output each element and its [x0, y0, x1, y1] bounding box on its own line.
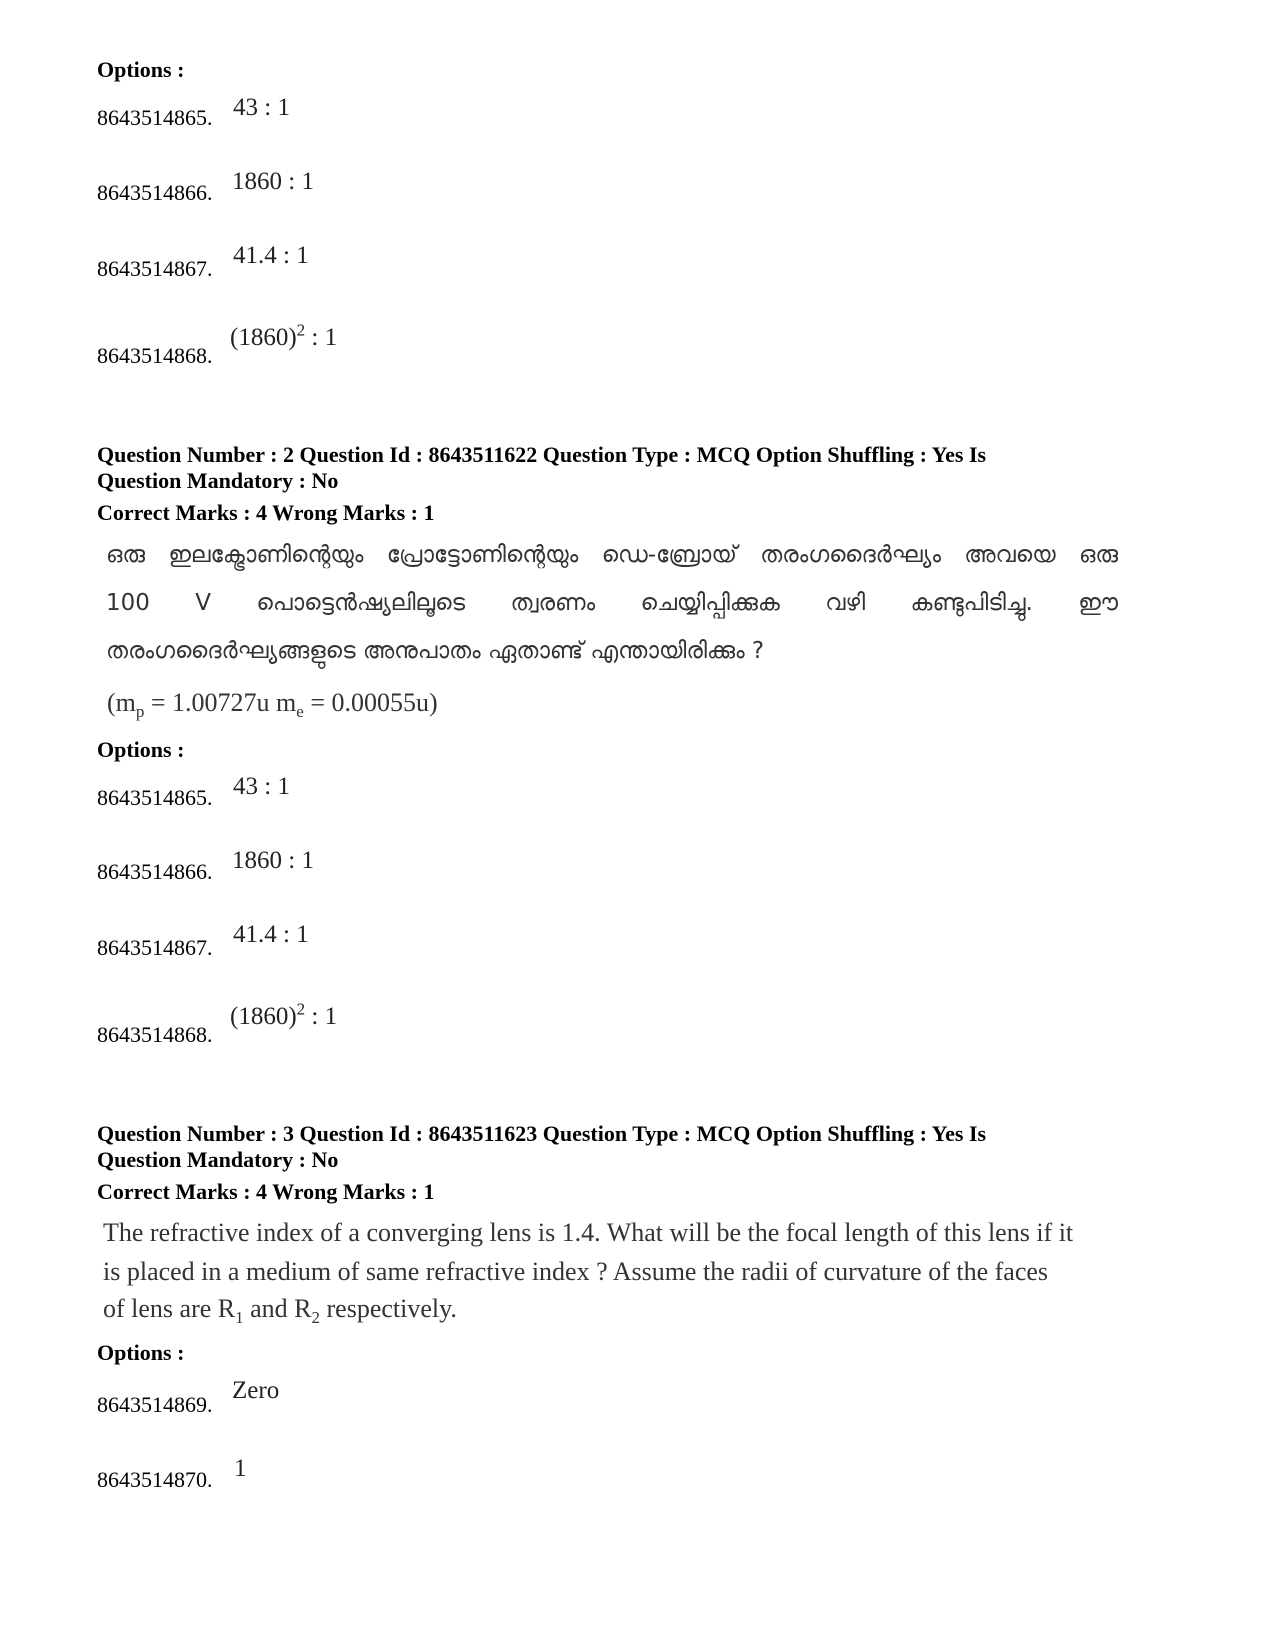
option-value: $(1860)^2$ : 1	[230, 320, 338, 351]
option-id: 8643514869.	[97, 1392, 213, 1417]
option-value: 41.4 : 1	[233, 242, 309, 269]
question-stem-line: The refractive index of a converging lens is 1.4. What will be the focal length of this lens if it	[103, 1218, 1074, 1247]
option-value: $(1860)^2$ : 1	[230, 999, 338, 1030]
question-mandatory: Question Mandatory : No	[97, 1147, 339, 1172]
option-id: 8643514867.	[97, 935, 213, 960]
question-stem-line: 100 V പൊട്ടെൻഷ്യലിലൂടെ ത്വരണം ചെയ്യിപ്പിക്കുക വഴി കണ്ടുപിടിച്ചു. ഈ	[106, 590, 1118, 616]
option-value: 41.4 : 1	[233, 921, 309, 948]
question-stem-line: തരംഗദൈർഘ്യങ്ങളുടെ അനുപാതം ഏതാണ്ട് എന്തായിരിക്കും ?	[106, 638, 765, 664]
question-header: Question Number : 2 Question Id : 8643511622 Question Type : MCQ Option Shuffling : Yes Is	[97, 442, 987, 467]
question-formula: ($m_p = 1.00727u$ $m_e = 0.00055u$)	[107, 688, 438, 722]
option-id: 8643514865.	[97, 105, 213, 130]
options-label: Options :	[97, 57, 185, 82]
option-id: 8643514868.	[97, 343, 213, 368]
question-stem-line: of lens are $R_1$ and $R_2$ respectively.	[103, 1294, 457, 1328]
option-id: 8643514870.	[97, 1467, 213, 1492]
question-marks: Correct Marks : 4 Wrong Marks : 1	[97, 1179, 435, 1204]
option-id: 8643514866.	[97, 859, 213, 884]
option-value: 1860 : 1	[232, 168, 314, 195]
option-value: 43 : 1	[233, 94, 290, 121]
question-header: Question Number : 3 Question Id : 8643511623 Question Type : MCQ Option Shuffling : Yes Is	[97, 1121, 987, 1146]
option-id: 8643514868.	[97, 1022, 213, 1047]
option-id: 8643514866.	[97, 180, 213, 205]
option-value: 43 : 1	[233, 773, 290, 800]
question-stem-line: ഒരു ഇലക്ട്രോണിന്റെയും പ്രോട്ടോണിന്റെയും ഡെ-ബ്രോയ് തരംഗദൈർഘ്യം അവയെ ഒരു	[106, 542, 1118, 568]
options-label: Options :	[97, 737, 185, 762]
option-value: 1860 : 1	[232, 847, 314, 874]
option-id: 8643514867.	[97, 256, 213, 281]
options-label: Options :	[97, 1340, 185, 1365]
option-id: 8643514865.	[97, 785, 213, 810]
question-mandatory: Question Mandatory : No	[97, 468, 339, 493]
question-stem-line: is placed in a medium of same refractive index ? Assume the radii of curvature of the faces	[103, 1257, 1049, 1286]
option-value: 1	[234, 1455, 247, 1482]
option-value: Zero	[232, 1377, 280, 1404]
question-marks: Correct Marks : 4 Wrong Marks : 1	[97, 500, 435, 525]
